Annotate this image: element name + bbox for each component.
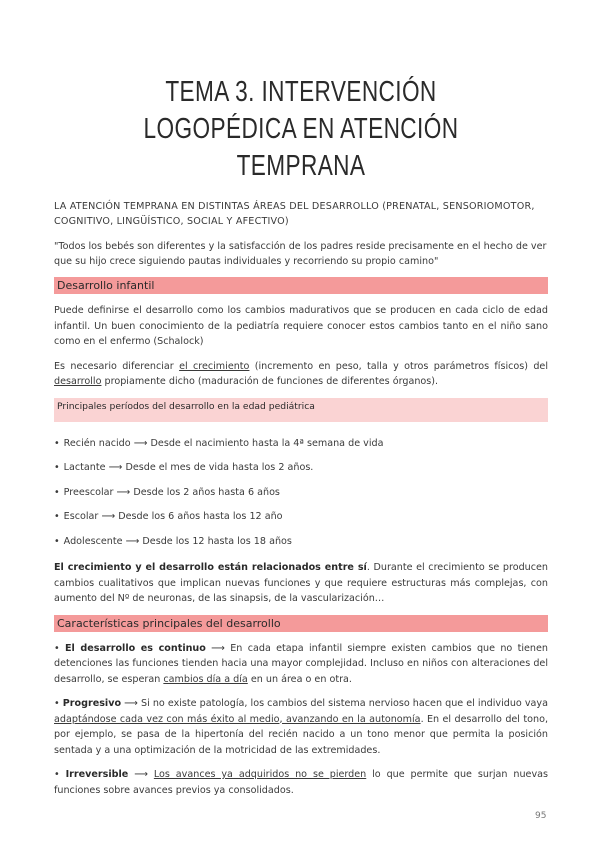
period-desc: Desde el mes de vida hasta los 2 años. [125,462,314,473]
quote: "Todos los bebés son diferentes y la satisfacción de los padres reside precisamente en el hecho de ver que su hijo crece siguiendo pautas individuales y recorriendo su propio camino" [54,241,547,267]
text: propiamente dicho (maduración de funciones de diferentes órganos). [101,376,439,387]
page-number: 95 [535,811,547,821]
bullet: • [54,462,60,473]
section-heading-caracteristicas: Características principales del desarrollo [54,615,548,632]
bullet: • [54,642,60,654]
arrow-icon: ⟶ [133,437,148,449]
subheading-periods: Principales períodos del desarrollo en la edad pediátrica [54,398,548,422]
arrow-icon: ⟶ [101,511,116,522]
bold-statement: El crecimiento y el desarrollo están relacionados entre sí [54,562,367,573]
underlined-text: cambios día a día [163,673,248,685]
list-item [54,432,548,457]
bold-term: Progresivo [62,698,122,709]
text: En cada etapa infantil siempre existen cambios que no tienen detenciones las funciones tienden hacia una mayor complejidad. Incluso en niños con alteraciones del desarrollo, se esperan [54,642,548,685]
list-item [54,456,548,481]
text: en un área o en otra. [247,673,352,685]
period-desc: Desde los 6 años hasta los 12 año [118,511,283,522]
period-desc: Desde el nacimiento hasta la 4ª semana de vida [150,437,384,449]
list-item [54,505,548,530]
period-name: Escolar [63,511,99,522]
period-name: Recién nacido [63,437,131,449]
underlined-text: Los avances ya adquiridos no se pierden [153,769,367,780]
underlined-term-desarrollo: desarrollo [54,376,102,387]
text: . En el desarrollo del tono, por ejemplo, se pasa de la hipertonía del recién nacido a un tono menor que permita la posición sentada y a una optimización de la motricidad de las extremidades. [54,713,548,756]
period-name: Adolescente [63,535,123,547]
arrow-icon: ⟶ [124,698,138,709]
bullet: • [54,511,60,522]
characteristic-continuo [54,641,548,688]
paragraph-difference [54,359,548,390]
text: Si no existe patología, los cambios del sistema nervioso hacen que el individuo vaya [137,698,548,709]
paragraph-growth-development [54,560,548,607]
document-page [54,0,548,798]
bullet: • [54,437,60,449]
section-heading-desarrollo-infantil: Desarrollo infantil [54,277,548,294]
periods-list [54,432,548,555]
text: . Durante el crecimiento se producen cambios cualitativos que implican nuevas funciones y que requiere estructuras más complejas, con aumento del Nº de neuronas, de las sinapsis, de la vascularización… [54,562,548,604]
text: Es necesario diferenciar [54,360,180,372]
title-line-2: TEMPRANA [236,150,366,182]
arrow-icon: ⟶ [211,642,225,654]
bold-term: El desarrollo es continuo [64,642,206,654]
arrow-icon: ⟶ [108,462,123,473]
period-name: Lactante [63,462,106,473]
bullet: • [54,698,60,709]
characteristic-irreversible [54,767,548,798]
page-title [108,74,493,185]
period-desc: Desde los 2 años hasta 6 años [133,486,280,498]
text: lo que permite que surjan nuevas funciones sobre avances previos ya consolidados. [54,769,548,796]
underlined-text: adaptándose cada vez con más éxito al medio, avanzando en la autonomía [54,713,421,725]
list-item [54,481,548,506]
period-name: Preescolar [63,486,114,498]
characteristic-progresivo [54,696,548,758]
arrow-icon: ⟶ [116,486,131,498]
underlined-term-crecimiento: el crecimiento [179,360,250,372]
period-desc: Desde los 12 hasta los 18 años [142,535,292,547]
bullet: • [54,535,60,547]
subtitle: LA ATENCIÓN TEMPRANA EN DISTINTAS ÁREAS DEL DESARROLLO (PRENATAL, SENSORIOMOTOR, COGNITIVO, LINGÜÍSTICO, SOCIAL Y AFECTIVO) [54,201,535,227]
title-line-1: TEMA 3. INTERVENCIÓN LOGOPÉDICA EN ATENCIÓN [143,76,459,145]
arrow-icon: ⟶ [125,535,140,547]
arrow-icon: ⟶ [134,769,148,780]
list-item [54,530,548,555]
bold-term: Irreversible [65,769,129,780]
bullet: • [54,769,60,780]
text: (incremento en peso, talla y otros parámetros físicos) del [249,360,548,372]
bullet: • [54,486,60,498]
paragraph-definition: Puede definirse el desarrollo como los cambios madurativos que se producen en cada ciclo de edad infantil. Un buen conocimiento de la pediatría requiere conocer estos cambios tanto en el niño sano como en el enfermo (Schalock) [54,305,548,347]
